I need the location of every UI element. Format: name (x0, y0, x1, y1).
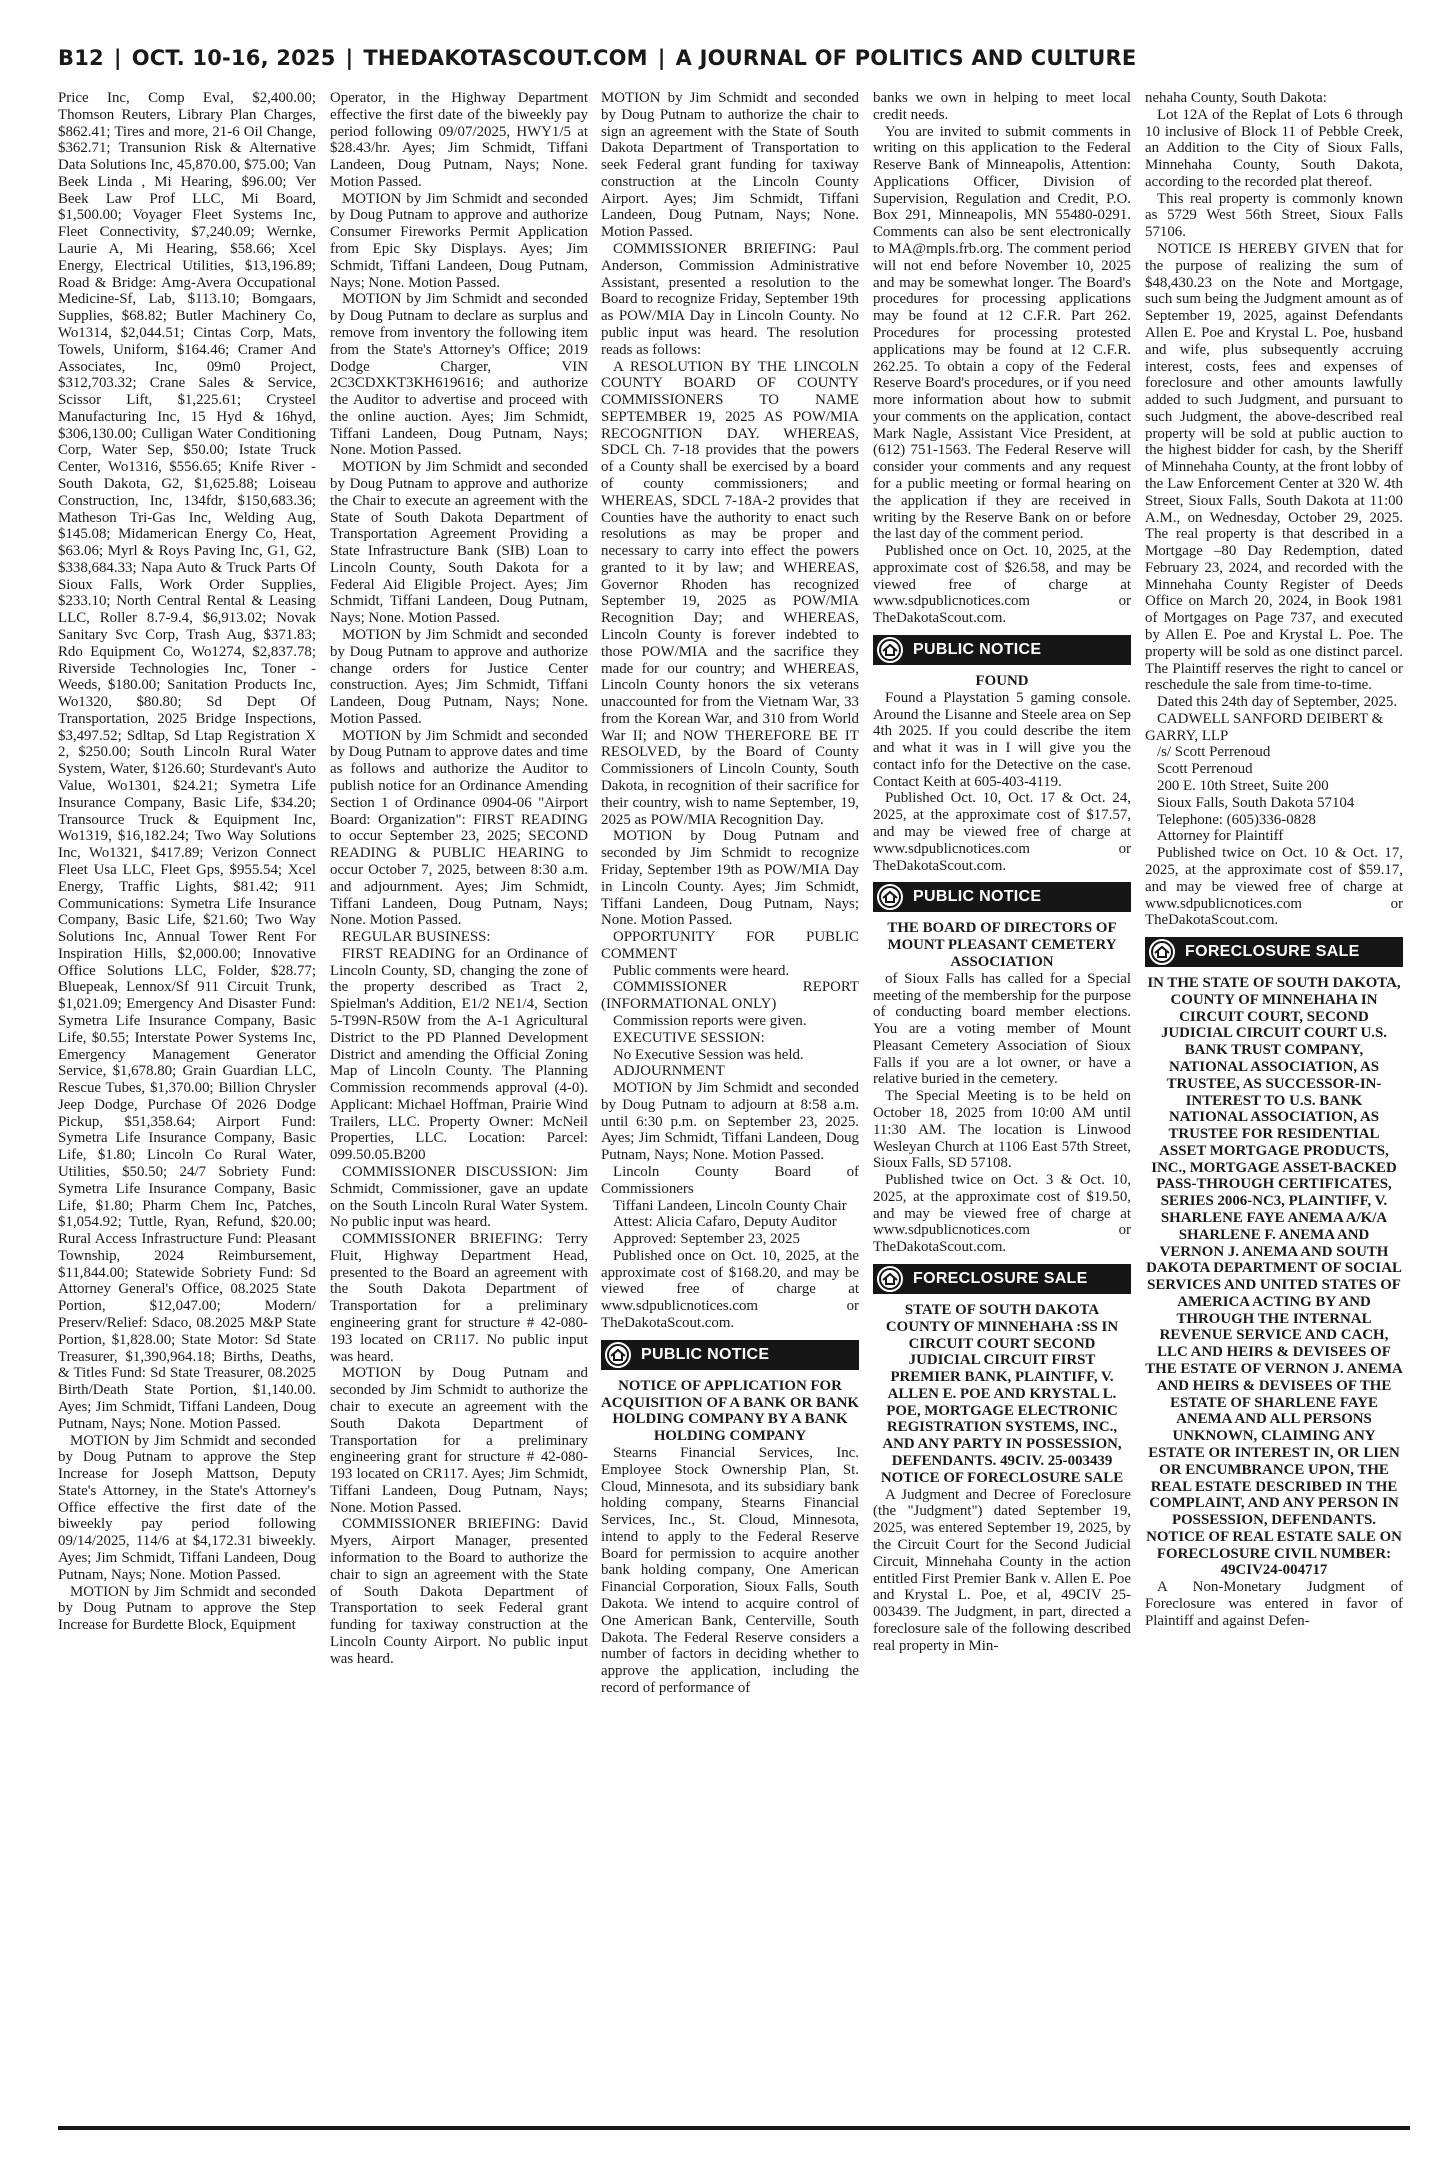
header-separator: | (657, 46, 666, 70)
paragraph: COMMISSIONER BRIEFING: Paul Anderson, Commission Administrative Assistant, presented a resolution to the Board to recognize Friday, September 19th as POW/MIA Day in Lincoln County. No public input was heard. The resolution reads as follows: (601, 241, 859, 358)
paragraph: COMMISSIONER BRIEFING: Terry Fluit, Highway Department Head, presented to the Board an agreement with the South Dakota Department of Transportation for a preliminary engineering grant for structure # 42-080-193 located on CR117. No public input was heard. (330, 1231, 588, 1365)
paragraph: FIRST READING for an Ordinance of Lincoln County, SD, changing the zone of the property described as Tract 2, Spielman's Addition, E1/2 NE1/4, Section 5-T99N-R50W from the A-1 Agricultural District to the PD Planned Development District and amending the Official Zoning Map of Lincoln County. The Planning Commission recommends approval (4-0). Applicant: Michael Hoffman, Prairie Wind Trailers, LLC. Property Owner: McNeil Properties, LLC. Location: Parcel: 099.50.05.B200 (330, 945, 588, 1164)
public-notice-banner (873, 635, 1131, 665)
header-separator: | (345, 46, 354, 70)
signature-line: 200 E. 10th Street, Suite 200 (1157, 778, 1329, 795)
issue-date: OCT. 10-16, 2025 (131, 46, 336, 70)
notice-title: THE BOARD OF DIRECTORS OF MOUNT PLEASANT CEMETERY ASSOCIATION (887, 920, 1117, 970)
paragraph: COMMISSIONER BRIEFING: David Myers, Airport Manager, presented information to the Board to authorize the chair to sign an agreement with the State of South Dakota Department of Transportation to seek Federal grant funding for taxiway construction at the Lincoln County Airport. No public input was heard. (330, 1516, 588, 1667)
signature-line: Sioux Falls, South Dakota 57104 (1157, 794, 1355, 811)
banner-label: FORECLOSURE SALE (913, 1269, 1088, 1287)
section-heading: COMMISSIONER REPORT (INFORMATIONAL ONLY) (601, 979, 859, 1013)
paragraph: MOTION by Doug Putnam and seconded by Jim Schmidt to authorize the chair to execute an agreement with the South Dakota Department of Transportation for a preliminary engineering grant for structure # 42-080-193 located on CR117. Ayes; Jim Schmidt, Tiffani Landeen, Doug Putnam, Nays; None. Motion Passed. (330, 1365, 588, 1516)
notice-title: STATE OF SOUTH DAKOTA COUNTY OF MINNEHAHA :SS IN CIRCUIT COURT SECOND JUDICIAL CIRCUIT FIRST PREMIER BANK, PLAINTIFF, V. ALLEN E. POE AND KRYSTAL L. POE, MORTGAGE ELECTRONIC REGISTRATION SYSTEMS, INC., AND ANY PARTY IN POSSESSION, DEFENDANTS. 49CIV. 25-003439 NOTICE OF FORECLOSURE SALE (880, 1302, 1124, 1486)
paragraph: MOTION by Jim Schmidt and seconded by Doug Putnam to approve and authorize the Chair to execute an agreement with the State of South Dakota Department of Transportation Agreement Providing a State Infrastructure Bank (SIB) Loan to Lincoln County, South Dakota for a Federal Aid Eligible Project. Ayes; Jim Schmidt, Tiffani Landeen, Doug Putnam, Nays; None. Motion Passed. (330, 459, 588, 627)
notice-title: NOTICE OF APPLICATION FOR ACQUISITION OF A BANK OR BANK HOLDING COMPANY BY A BANK HOLDING COMPANY (601, 1377, 859, 1445)
banner-label: PUBLIC NOTICE (913, 640, 1042, 658)
paragraph: This real property is commonly known as 5729 West 56th Street, Sioux Falls 57106. (1145, 190, 1403, 241)
scout-logo-icon (875, 1264, 905, 1294)
public-notice-banner (873, 882, 1131, 912)
scout-logo-icon (603, 1340, 633, 1370)
section-heading: OPPORTUNITY FOR PUBLIC COMMENT (601, 929, 859, 962)
paragraph: nehaha County, South Dakota: (1145, 90, 1327, 106)
paragraph: Found a Playstation 5 gaming console. Around the Lisanne and Steele area on Sep 4th 2025. If you could describe the item and what it was in I will give you the contact info for the Detective on the case. Contact Keith at 605-403-4119. (873, 689, 1131, 790)
page-header (58, 46, 1408, 82)
column-4 (873, 90, 1131, 2120)
section-heading: EXECUTIVE SESSION: (613, 1029, 765, 1046)
public-notice-banner (601, 1340, 859, 1370)
header-separator: | (113, 46, 122, 70)
notice-columns (58, 90, 1410, 2120)
paragraph: Attest: Alicia Cafaro, Deputy Auditor (613, 1214, 837, 1231)
paragraph: No Executive Session was held. (613, 1046, 804, 1063)
paragraph: Approved: September 23, 2025 (613, 1231, 800, 1248)
paragraph: MOTION by Jim Schmidt and seconded by Doug Putnam to approve dates and time as follows and authorize the Auditor to publish notice for an Ordinance Amending Section 1 of Ordinance 0904-06 "Airport Board: Organization": FIRST READING to occur September 23, 2025; SECOND READING & PUBLIC HEARING to occur October 7, 2025, between 8:30 a.m. and adjournment. Ayes; Jim Schmidt, Tiffani Landeen, Doug Putnam, Nays; None. Motion Passed. (330, 727, 588, 929)
bottom-rule (58, 2126, 1410, 2130)
paragraph: Tiffani Landeen, Lincoln County Chair (613, 1197, 847, 1214)
paragraph: Lot 12A of the Replat of Lots 6 through 10 inclusive of Block 11 of Pebble Creek, an Addition to the City of Sioux Falls, Minnehaha County, South Dakota, according to the recorded plat thereof. (1145, 106, 1403, 190)
banner-label: PUBLIC NOTICE (913, 888, 1042, 906)
paragraph: Published once on Oct. 10, 2025, at the approximate cost of $26.58, and may be viewed free of charge at www.sdpublicnotices.com or TheDakotaScout.com. (873, 543, 1131, 627)
column-2 (330, 90, 588, 2120)
notice-title: FOUND (975, 673, 1029, 689)
tagline: A JOURNAL OF POLITICS AND CULTURE (675, 46, 1137, 70)
paragraph: NOTICE IS HEREBY GIVEN that for the purpose of realizing the sum of $48,430.23 on the Note and Mortgage, such sum being the Judgment amount as of September 19, 2025, against Defendants Allen E. Poe and Krystal L. Poe, husband and wife, plus subsequently accruing interest, costs, fees and expenses of foreclosure and other amounts lawfully added to such Judgment, and pursuant to such Judgment, the above-described real property will be sold at public auction to the highest bidder for cash, by the Sheriff of Minnehaha County, at the front lobby of the Law Enforcement Center at 320 W. 4th Street, Sioux Falls, South Dakota at 11:00 A.M., on Wednesday, October 29, 2025. The real property is that described in a Mortgage –80 Day Redemption, dated February 23, 2024, and recorded with the Minnehaha County Register of Deeds Office on March 20, 2024, in Book 1981 of Mortgages on Page 737, and executed by Allen E. Poe and Krystal L. Poe. The property will be sold as one distinct parcel. The Plaintiff reserves the right to cancel or reschedule the sale from time-to-time. (1145, 241, 1403, 694)
paragraph: COMMISSIONER DISCUSSION: Jim Schmidt, Commissioner, gave an update on the South Lincoln Rural Water System. No public input was heard. (330, 1164, 588, 1231)
section-heading: ADJOURNMENT (613, 1063, 725, 1080)
column-5 (1145, 90, 1403, 2120)
paragraph: banks we own in helping to meet local credit needs. (873, 90, 1131, 123)
signature-line: Telephone: (605)336-0828 (1157, 811, 1316, 828)
paragraph: MOTION by Jim Schmidt and seconded by Doug Putnam to approve and authorize Consumer Fireworks Permit Application from Epic Sky Displays. Ayes; Jim Schmidt, Tiffani Landeen, Doug Putnam, Nays; None. Motion Passed. (330, 190, 588, 291)
banner-label: FORECLOSURE SALE (1185, 943, 1360, 961)
paragraph: Public comments were heard. (613, 962, 790, 979)
notice-title: IN THE STATE OF SOUTH DAKOTA, COUNTY OF MINNEHAHA IN CIRCUIT COURT, SECOND JUDICIAL CIRCUIT COURT U.S. BANK TRUST COMPANY, NATIONAL ASSOCIATION, AS TRUSTEE, AS SUCCESSOR-IN-INTEREST TO U.S. BANK NATIONAL ASSOCIATION, AS TRUSTEE FOR RESIDENTIAL ASSET MORTGAGE PRODUCTS, INC., MORTGAGE ASSET-BACKED PASS-THROUGH CERTIFICATES, SERIES 2006-NC3, PLAINTIFF, V. SHARLENE FAYE ANEMA A/K/A SHARLENE F. ANEMA AND VERNON J. ANEMA AND SOUTH DAKOTA DEPARTMENT OF SOCIAL SERVICES AND UNITED STATES OF AMERICA ACTING BY AND THROUGH THE INTERNAL REVENUE SERVICE AND CACH, LLC AND HEIRS & DEVISEES OF THE ESTATE OF VERNON J. ANEMA AND HEIRS & DEVISEES OF THE ESTATE OF SHARLENE FAYE ANEMA AND ALL PERSONS UNKNOWN, CLAIMING ANY ESTATE OR INTEREST IN, OR LIEN OR ENCUMBRANCE UPON, THE REAL ESTATE DESCRIBED IN THE COMPLAINT, AND ANY PERSON IN POSSESSION, DEFENDANTS. NOTICE OF REAL ESTATE SALE ON FORECLOSURE CIVIL NUMBER: 49CIV24-004717 (1145, 975, 1403, 1579)
paragraph: The Special Meeting is to be held on October 18, 2025 from 10:00 AM until 11:30 AM. The location is Linwood Wesleyan Church at 1106 East 57th Street, Sioux Falls, SD 57108. (873, 1088, 1131, 1172)
paragraph: Published twice on Oct. 10 & Oct. 17, 2025, at the approximate cost of $59.17, and may be viewed free of charge at www.sdpublicnotices.com or TheDakotaScout.com. (1145, 845, 1403, 929)
paragraph: A Non-Monetary Judgment of Foreclosure was entered in favor of Plaintiff and against Defen- (1145, 1579, 1403, 1629)
banner-label: PUBLIC NOTICE (641, 1345, 770, 1363)
paragraph: Commission reports were given. (613, 1012, 807, 1029)
scout-logo-icon (1147, 937, 1177, 967)
signature-line: Attorney for Plaintiff (1157, 828, 1284, 845)
paragraph: of Sioux Falls has called for a Special meeting of the membership for the purpose of conducting board member elections. You are a voting member of Mount Pleasant Cemetery Association of Sioux Falls if you are a lot owner, or have a relative buried in the cemetery. (873, 970, 1131, 1088)
paragraph: Dated this 24th day of September, 2025. (1157, 694, 1398, 711)
paragraph: Published Oct. 10, Oct. 17 & Oct. 24, 2025, at the approximate cost of $17.57, and may be viewed free of charge at www.sdpublicnotices.com or TheDakotaScout.com. (873, 790, 1131, 874)
paragraph: MOTION by Jim Schmidt and seconded by Doug Putnam to declare as surplus and remove from inventory the following item from the State's Attorney's Office; 2019 Dodge Charger, VIN 2C3CDXKT3KH619616; and authorize the Auditor to advertise and proceed with the online auction. Ayes; Jim Schmidt, Tiffani Landeen, Doug Putnam, Nays; None. Motion Passed. (330, 291, 588, 459)
paragraph: MOTION by Doug Putnam and seconded by Jim Schmidt to recognize Friday, September 19th as POW/MIA Day in Lincoln County. Ayes; Jim Schmidt, Tiffani Landeen, Doug Putnam, Nays; None. Motion Passed. (601, 828, 859, 929)
paragraph: MOTION by Jim Schmidt and seconded by Doug Putnam to authorize the chair to sign an agreement with the State of South Dakota Department of Transportation to seek Federal grant funding for taxiway construction at the Lincoln County Airport. Ayes; Jim Schmidt, Tiffani Landeen, Doug Putnam, Nays; None. Motion Passed. (601, 90, 859, 241)
paragraph: MOTION by Jim Schmidt and seconded by Doug Putnam to adjourn at 8:58 a.m. until 6:30 p.m. on September 23, 2025. Ayes; Jim Schmidt, Tiffani Landeen, Doug Putnam, Nays; None. Motion Passed. (601, 1080, 859, 1164)
signature-line: CADWELL SANFORD DEIBERT & GARRY, LLP (1145, 710, 1384, 744)
section-heading: REGULAR BUSINESS: (342, 929, 491, 946)
paragraph: Lincoln County Board of Commissioners (601, 1164, 859, 1197)
paragraph: Published twice on Oct. 3 & Oct. 10, 2025, at the approximate cost of $19.50, and may be viewed free of charge at www.sdpublicnotices.com or TheDakotaScout.com. (873, 1172, 1131, 1256)
foreclosure-sale-banner (1145, 937, 1403, 967)
paragraph: You are invited to submit comments in writing on this application to the Federal Reserve Bank of Minneapolis, Attention: Applications Officer, Division of Supervision, Regulation and Credit, P.O. Box 291, Minneapolis, MN 55480-0291. Comments can also be sent electronically to MA@mpls.frb.org. The comment period will not end before November 10, 2025 and may be somewhat longer. The Board's procedures for processing applications may be found at 12 C.F.R. Part 262. Procedures for processing protested applications may be found at 12 C.F.R. 262.25. To obtain a copy of the Federal Reserve Board's procedures, or if you need more information about how to submit your comments on the application, contact Mark Nagle, Assistant Vice President, at (612) 751-1563. The Federal Reserve will consider your comments and any request for a public meeting or formal hearing on the application if they are received in writing by the Reserve Bank on or before the last day of the comment period. (873, 123, 1131, 543)
foreclosure-sale-banner (873, 1264, 1131, 1294)
paragraph: Operator, in the Highway Department effective the first date of the biweekly pay period following 09/07/2025, HWY1/5 at $28.43/hr. Ayes; Jim Schmidt, Tiffani Landeen, Doug Putnam, Nays; None. Motion Passed. (330, 90, 588, 190)
page-number: B12 (58, 46, 104, 70)
paragraph: Published once on Oct. 10, 2025, at the approximate cost of $168.20, and may be viewed free of charge at www.sdpublicnotices.com or TheDakotaScout.com. (601, 1247, 859, 1332)
paragraph: MOTION by Jim Schmidt and seconded by Doug Putnam to approve and authorize change orders for Justice Center construction. Ayes; Jim Schmidt, Tiffani Landeen, Doug Putnam, Nays; None. Motion Passed. (330, 627, 588, 727)
signature-line: /s/ Scott Perrenoud (1157, 744, 1271, 761)
paragraph: Stearns Financial Services, Inc. Employee Stock Ownership Plan, St. Cloud, Minnesota, and its subsidiary bank holding company, Stearns Financial Services, Inc., St. Cloud, Minnesota, intend to apply to the Federal Reserve Board for permission to acquire another bank holding company, One American Financial Corporation, Sioux Falls, South Dakota. We intend to acquire control of One American Bank, Centerville, South Dakota. The Federal Reserve considers a number of factors in deciding whether to approve the application, including the record of performance of (601, 1444, 859, 1696)
paragraph: MOTION by Jim Schmidt and seconded by Doug Putnam to approve the Step Increase for Burdette Block, Equipment (58, 1583, 316, 1634)
site-name: THEDAKOTASCOUT.COM (363, 46, 648, 70)
paragraph: A RESOLUTION BY THE LINCOLN COUNTY BOARD OF COUNTY COMMISSIONERS TO NAME SEPTEMBER 19, 2025 AS POW/MIA RECOGNITION DAY. WHEREAS, SDCL Ch. 7-18 provides that the powers of a County shall be exercised by a board of county commissioners; and WHEREAS, SDCL 7-18A-2 provides that Counties have the authority to enact such resolutions as may be proper and necessary to carry into effect the powers granted to it by law; and WHEREAS, Governor Rhoden has recognized September 19, 2025 as POW/MIA Recognition Day; and WHEREAS, Lincoln County is forever indebted to those POW/MIA and the sacrifice they made for our country; and WHEREAS, Lincoln County honors the six veterans unaccounted for from the Vietnam War, 33 from the Korean War, and 310 from World War II; and NOW THEREFORE BE IT RESOLVED, by the Board of County Commissioners of Lincoln County, South Dakota, in recognition of their sacrifice for their country, wish to name September, 19, 2025 as POW/MIA Recognition Day. (601, 358, 859, 828)
paragraph: Price Inc, Comp Eval, $2,400.00; Thomson Reuters, Library Plan Charges, $862.41; Tires and more, 21-6 Oil Change, $362.71; Transunion Risk & Alternative Data Solutions Inc, 45,870.00, $75.00; Van Beek Linda , Mi Hearing, $96.00; Ver Beek Law Prof LLC, Mi Board, $1,500.00; Voyager Fleet Systems Inc, Fleet Connectivity, $7,240.09; Wernke, Laurie A, Mi Hearing, $58.66; Xcel Energy, Electrical Utilities, $13,196.89; Road & Bridge: Amg-Avera Occupational Medicine-Sf, Lab, $113.10; Bomgaars, Supplies, $68.82; Butler Machinery Co, Wo1314, $2,044.51; Cintas Corp, Mats, Towels, Uniform, $164.46; Cramer And Associates, Inc, 09m0 Project, $312,703.32; Crane Sales & Service, Scissor Lift, $1,225.61; Crysteel Manufacturing Inc, 15 Hyd & 16hyd, $306,130.00; Culligan Water Conditioning Corp, Water Sep, $50.00; Istate Truck Center, Wo1316, $556.65; Knife River - South Dakota, G2, $1,625.88; Loiseau Construction, Inc, 134fdr, $150,683.36; Matheson Tri-Gas Inc, Welding Aug, $145.08; Midamerican Energy Co, Heat, $63.06; Myrl & Roys Paving Inc, G1, G2, $338,684.33; Napa Auto & Truck Parts Of Sioux Falls, Work Order Supplies, $233.10; North Central Rental & Leasing LLC, Roller 8.7-9.4, $6,913.02; Novak Sanitary Svc Corp, Trash Aug, $371.83; Rdo Equipment Co, Wo1274, $2,837.78; Riverside Technologies Inc, Toner - Weeds, $180.00; Sanitation Products Inc, Wo1320, $80.80; Sd Dept Of Transportation, 2025 Bridge Inspections, $3,497.52; Sdltap, Sd Ltap Registration X 2, $250.00; South Lincoln Rural Water System, Water, $126.60; Sturdevant's Auto Value, Wo1301, $24.21; Symetra Life Insurance Company, Basic Life, $34.20; Transource Truck & Equipment Inc, Wo1319, $16,182.24; Two Way Solutions Inc, Wo1321, $417.89; Verizon Connect Fleet Usa LLC, Fleet Gps, $955.54; Xcel Energy, Traffic Lights, $81.42; 911 Communications: Symetra Life Insurance Company, Basic Life, $21.60; Two Way Solutions Inc, Annual Tower Rent For Inspiration Hills, $2,000.00; Innovative Office Solutions LLC, Folder, $28.77; Bluepeak, Lennox/Sf 911 Circuit Trunk, $1,021.09; Emergency And Disaster Fund: Symetra Life Insurance Company, Basic Life, $0.55; Interstate Power Systems Inc, Emergency Management Generator Service, $1,678.80; Grain Guardian LLC, Rescue Tubes, $1,370.00; Billion Chrysler Jeep Dodge, Purchase Of 2026 Dodge Pickup, $51,358.64; Airport Fund: Symetra Life Insurance Company, Basic Life, $1.80; Lincoln Co Rural Water, Utilities, $50.50; 24/7 Sobriety Fund: Symetra Life Insurance Company, Basic Life, $1.80; Pharm Chem Inc, Patches, $1,054.92; Tuttle, Ryan, Refund, $20.00; Rural Access Infrastructure Fund: Pleasant Township, 2024 Reimbursement, $11,844.00; Statewide Sobriety Fund: Sd Attorney General's Office, 08.2025 State Portion, $12,047.00; Modern/ Preserv/Relief: Sdaco, 08.2025 M&P State Portion, $1,828.00; State Motor: Sd State Treasurer, $1,390,964.18; Births, Deaths, & Titles Fund: Sd State Treasurer, 08.2025 Birth/Death State Portion, $1,140.00. Ayes; Jim Schmidt, Tiffani Landeen, Doug Putnam, Nays; None. Motion Passed. (58, 90, 316, 1432)
column-1 (58, 90, 316, 2120)
column-3 (601, 90, 859, 2120)
paragraph: MOTION by Jim Schmidt and seconded by Doug Putnam to approve the Step Increase for Joseph Mattson, Deputy State's Attorney, in the State's Attorney's Office effective the first date of the biweekly pay period following 09/14/2025, 114/6 at $4,172.31 biweekly. Ayes; Jim Schmidt, Tiffani Landeen, Doug Putnam, Nays; None. Motion Passed. (58, 1432, 316, 1583)
paragraph: A Judgment and Decree of Foreclosure (the "Judgment") dated September 19, 2025, was entered September 19, 2025, by the Circuit Court for the Second Judicial Circuit, Minnehaha County in the action entitled First Premier Bank v. Allen E. Poe and Krystal L. Poe, et al, 49CIV 25-003439. The Judgment, in part, directed a foreclosure sale of the following described real property in Min- (873, 1486, 1131, 1654)
signature-line: Scott Perrenoud (1157, 761, 1253, 778)
scout-logo-icon (875, 635, 905, 665)
scout-logo-icon (875, 882, 905, 912)
